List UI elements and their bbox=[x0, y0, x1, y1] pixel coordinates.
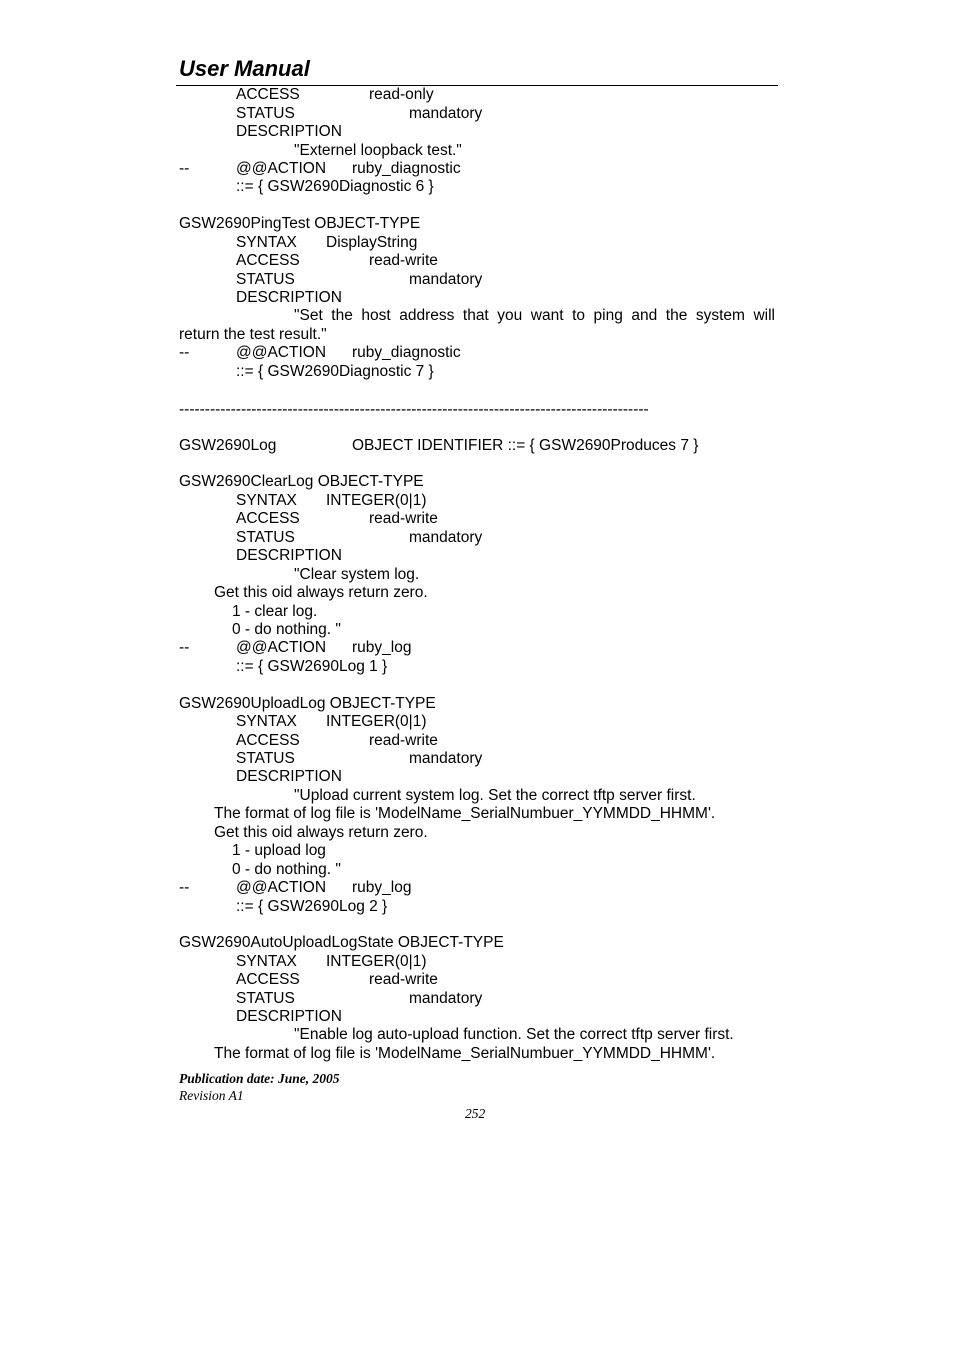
text-line: SYNTAX bbox=[236, 713, 297, 730]
text-line: GSW2690Log bbox=[179, 437, 277, 454]
text-line: "Enable log auto-upload function. Set the correct tftp server first. bbox=[294, 1026, 734, 1043]
text-line: 0 - do nothing. " bbox=[232, 621, 341, 638]
text-line: OBJECT IDENTIFIER ::= { GSW2690Produces 7 } bbox=[352, 437, 699, 454]
text-line: DESCRIPTION bbox=[236, 1008, 342, 1025]
text-line: 0 - do nothing. " bbox=[232, 861, 341, 878]
text-line: GSW2690AutoUploadLogState OBJECT-TYPE bbox=[179, 934, 504, 951]
text-line: ACCESS bbox=[236, 252, 300, 269]
text-line: The format of log file is 'ModelName_SerialNumbuer_YYMMDD_HHMM'. bbox=[214, 805, 716, 822]
text-line: DisplayString bbox=[326, 234, 418, 251]
text-line: "Upload current system log. Set the correct tftp server first. bbox=[294, 787, 696, 804]
text-line: @@ACTION bbox=[236, 160, 327, 177]
text-line: mandatory bbox=[409, 271, 483, 288]
text-line: INTEGER(0|1) bbox=[326, 953, 427, 970]
text-line: mandatory bbox=[409, 750, 483, 767]
text-line: ::= { GSW2690Diagnostic 7 } bbox=[236, 363, 434, 380]
text-line: mandatory bbox=[409, 990, 483, 1007]
text-line: return the test result." bbox=[179, 326, 327, 343]
text-line: -- bbox=[179, 160, 190, 177]
text-line: SYNTAX bbox=[236, 953, 297, 970]
text-line: -- bbox=[179, 639, 190, 656]
text-line: -- bbox=[179, 344, 190, 361]
text-line: ------------------------------------------------------------------------------------------- bbox=[179, 401, 649, 418]
text-line: 1 - upload log bbox=[232, 842, 326, 859]
text-line: "Externel loopback test." bbox=[294, 142, 462, 159]
text-line: read-write bbox=[369, 971, 438, 988]
text-line: DESCRIPTION bbox=[236, 289, 342, 306]
text-line: read-write bbox=[369, 252, 438, 269]
text-line: ACCESS bbox=[236, 86, 300, 103]
text-line: ACCESS bbox=[236, 732, 300, 749]
text-line: mandatory bbox=[409, 105, 483, 122]
text-line: "Set the host address that you want to ping and the system will bbox=[294, 307, 775, 324]
revision: Revision A1 bbox=[179, 1088, 244, 1103]
text-line: STATUS bbox=[236, 271, 295, 288]
text-line: DESCRIPTION bbox=[236, 547, 342, 564]
text-line: ACCESS bbox=[236, 971, 300, 988]
text-line: read-write bbox=[369, 510, 438, 527]
text-line: INTEGER(0|1) bbox=[326, 492, 427, 509]
text-line: SYNTAX bbox=[236, 234, 297, 251]
text-line: @@ACTION bbox=[236, 879, 327, 896]
text-line: The format of log file is 'ModelName_SerialNumbuer_YYMMDD_HHMM'. bbox=[214, 1045, 716, 1062]
text-line: read-write bbox=[369, 732, 438, 749]
text-line: ruby_log bbox=[352, 879, 412, 896]
text-line: ::= { GSW2690Diagnostic 6 } bbox=[236, 178, 434, 195]
page-header-title: User Manual bbox=[179, 56, 310, 81]
text-line: -- bbox=[179, 879, 190, 896]
text-line: INTEGER(0|1) bbox=[326, 713, 427, 730]
text-line: ruby_diagnostic bbox=[352, 344, 461, 361]
text-line: GSW2690UploadLog OBJECT-TYPE bbox=[179, 695, 436, 712]
text-line: ruby_log bbox=[352, 639, 412, 656]
text-line: Get this oid always return zero. bbox=[214, 584, 428, 601]
publication-date: Publication date: June, 2005 bbox=[179, 1071, 340, 1086]
text-line: ::= { GSW2690Log 1 } bbox=[236, 658, 388, 675]
text-line: GSW2690ClearLog OBJECT-TYPE bbox=[179, 473, 424, 490]
text-line: ACCESS bbox=[236, 510, 300, 527]
text-line: @@ACTION bbox=[236, 344, 327, 361]
text-line: STATUS bbox=[236, 750, 295, 767]
text-line: DESCRIPTION bbox=[236, 768, 342, 785]
text-line: 1 - clear log. bbox=[232, 603, 318, 620]
text-line: read-only bbox=[369, 86, 434, 103]
text-line: "Clear system log. bbox=[294, 566, 420, 583]
text-line: Get this oid always return zero. bbox=[214, 824, 428, 841]
text-line: SYNTAX bbox=[236, 492, 297, 509]
text-line: @@ACTION bbox=[236, 639, 327, 656]
text-line: ruby_diagnostic bbox=[352, 160, 461, 177]
text-line: ::= { GSW2690Log 2 } bbox=[236, 898, 388, 915]
text-line: STATUS bbox=[236, 529, 295, 546]
text-line: mandatory bbox=[409, 529, 483, 546]
text-line: GSW2690PingTest OBJECT-TYPE bbox=[179, 215, 421, 232]
text-line: STATUS bbox=[236, 105, 295, 122]
text-line: STATUS bbox=[236, 990, 295, 1007]
page-number: 252 bbox=[465, 1106, 486, 1121]
text-line: DESCRIPTION bbox=[236, 123, 342, 140]
